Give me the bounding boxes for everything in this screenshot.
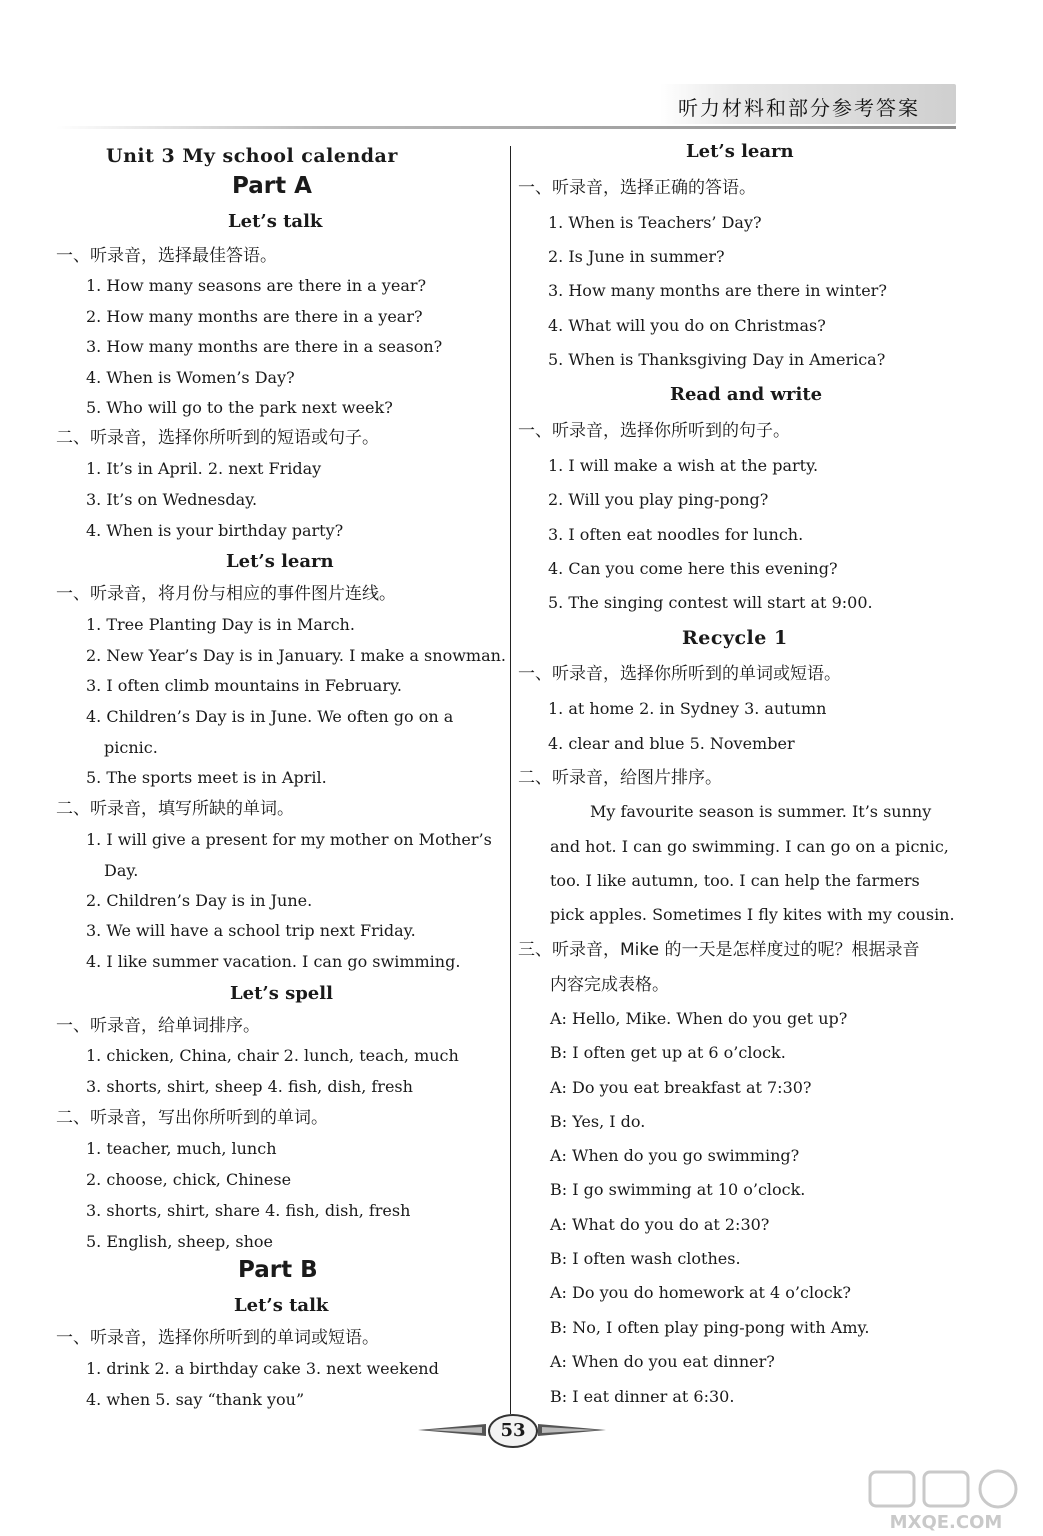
left-text-line: 1. chicken, China, chair 2. lunch, teach, much	[86, 1046, 459, 1065]
right-text-line: too. I like autumn, too. I can help the farmers	[550, 871, 920, 890]
right-text-line: B: I often get up at 6 o’clock.	[550, 1043, 786, 1062]
left-text-line: 2. choose, chick, Chinese	[86, 1170, 292, 1189]
right-text-line: B: I go swimming at 10 o’clock.	[550, 1180, 806, 1199]
right-heading: Recycle 1	[682, 627, 788, 649]
right-text-line: 3. I often eat noodles for lunch.	[548, 525, 804, 544]
right-section-instruction: 一、听录音，选择你所听到的单词或短语。	[518, 664, 841, 684]
left-text-line: 3. shorts, shirt, share 4. fish, dish, fresh	[86, 1201, 411, 1220]
right-section-instruction: 内容完成表格。	[550, 975, 669, 995]
left-text-line: 4. When is your birthday party?	[86, 521, 344, 540]
left-text-line: 2. New Year’s Day is in January. I make a snowman.	[86, 646, 506, 665]
right-text-line: 1. I will make a wish at the party.	[548, 456, 819, 475]
page-number: 53	[488, 1414, 538, 1448]
left-heading: Part A	[232, 173, 312, 199]
left-heading: Let’s talk	[228, 211, 323, 232]
right-text-line: A: When do you go swimming?	[550, 1146, 800, 1165]
right-ornament-icon	[538, 1418, 608, 1442]
left-text-line: 5. Who will go to the park next week?	[86, 398, 393, 417]
left-section-instruction: 二、听录音，选择你所听到的短语或句子。	[56, 428, 379, 448]
left-text-line: 2. Children’s Day is in June.	[86, 891, 313, 910]
left-text-line: 2. How many months are there in a year?	[86, 307, 423, 326]
right-text-line: 4. What will you do on Christmas?	[548, 316, 826, 335]
left-text-line: 5. The sports meet is in April.	[86, 768, 327, 787]
header-title: 听力材料和部分参考答案	[678, 96, 920, 120]
right-text-line: 4. Can you come here this evening?	[548, 559, 838, 578]
left-heading: Let’s spell	[230, 983, 333, 1004]
left-text-line: 3. I often climb mountains in February.	[86, 676, 402, 695]
right-section-instruction: 三、听录音，Mike 的一天是怎样度过的呢？根据录音	[518, 940, 920, 960]
column-divider	[510, 146, 511, 1414]
watermark-logo	[862, 1468, 1032, 1534]
right-text-line: A: Do you eat breakfast at 7:30?	[550, 1078, 812, 1097]
left-section-instruction: 二、听录音，写出你所听到的单词。	[56, 1108, 328, 1128]
left-text-line: 1. teacher, much, lunch	[86, 1139, 277, 1158]
left-text-line: 1. Tree Planting Day is in March.	[86, 615, 355, 634]
right-text-line: My favourite season is summer. It’s sunny	[590, 802, 932, 821]
right-heading: Let’s learn	[686, 141, 794, 162]
right-text-line: A: What do you do at 2:30?	[550, 1215, 770, 1234]
right-text-line: B: No, I often play ping-pong with Amy.	[550, 1318, 870, 1337]
right-text-line: A: Hello, Mike. When do you get up?	[550, 1009, 848, 1028]
right-section-instruction: 一、听录音，选择正确的答语。	[518, 178, 756, 198]
left-text-line: 1. drink 2. a birthday cake 3. next weekend	[86, 1359, 439, 1378]
left-text-line: 4. I like summer vacation. I can go swimming.	[86, 952, 461, 971]
left-text-line: picnic.	[104, 738, 158, 757]
left-heading: Let’s talk	[234, 1295, 329, 1316]
left-ornament-icon	[416, 1418, 486, 1442]
right-text-line: 5. When is Thanksgiving Day in America?	[548, 350, 886, 369]
left-section-instruction: 一、听录音，给单词排序。	[56, 1016, 260, 1036]
left-text-line: 5. English, sheep, shoe	[86, 1232, 273, 1251]
left-heading: Let’s learn	[226, 551, 334, 572]
right-text-line: 4. clear and blue 5. November	[548, 734, 795, 753]
left-text-line: Day.	[104, 861, 139, 880]
left-text-line: 3. shorts, shirt, sheep 4. fish, dish, fresh	[86, 1077, 413, 1096]
right-text-line: A: Do you do homework at 4 o’clock?	[550, 1283, 851, 1302]
left-text-line: 1. It’s in April. 2. next Friday	[86, 459, 322, 478]
right-heading: Read and write	[670, 384, 823, 405]
watermark-text: MXQE.COM	[889, 1512, 1003, 1533]
right-text-line: 5. The singing contest will start at 9:00.	[548, 593, 873, 612]
right-text-line: 2. Will you play ping-pong?	[548, 490, 769, 509]
left-text-line: 4. Children’s Day is in June. We often go on a	[86, 707, 454, 726]
left-text-line: 4. When is Women’s Day?	[86, 368, 295, 387]
left-section-instruction: 二、听录音，填写所缺的单词。	[56, 799, 294, 819]
left-text-line: 3. We will have a school trip next Friday.	[86, 921, 416, 940]
header-rule	[56, 126, 956, 129]
right-text-line: 1. at home 2. in Sydney 3. autumn	[548, 699, 827, 718]
left-heading: Part B	[238, 1257, 318, 1283]
right-text-line: B: I eat dinner at 6:30.	[550, 1387, 735, 1406]
right-section-instruction: 二、听录音，给图片排序。	[518, 768, 722, 788]
right-text-line: 2. Is June in summer?	[548, 247, 725, 266]
right-text-line: A: When do you eat dinner?	[550, 1352, 775, 1371]
right-text-line: and hot. I can go swimming. I can go on a picnic,	[550, 837, 949, 856]
right-text-line: B: Yes, I do.	[550, 1112, 646, 1131]
right-text-line: B: I often wash clothes.	[550, 1249, 741, 1268]
left-text-line: 1. How many seasons are there in a year?	[86, 276, 427, 295]
right-section-instruction: 一、听录音，选择你所听到的句子。	[518, 421, 790, 441]
left-section-instruction: 一、听录音，将月份与相应的事件图片连线。	[56, 584, 396, 604]
left-text-line: 3. It’s on Wednesday.	[86, 490, 258, 509]
left-section-instruction: 一、听录音，选择你所听到的单词或短语。	[56, 1328, 379, 1348]
right-text-line: pick apples. Sometimes I fly kites with my cousin.	[550, 905, 955, 924]
left-text-line: 1. I will give a present for my mother on Mother’s	[86, 830, 492, 849]
left-text-line: 4. when 5. say “thank you”	[86, 1390, 305, 1409]
left-heading: Unit 3 My school calendar	[106, 145, 398, 167]
left-text-line: 3. How many months are there in a season?	[86, 337, 443, 356]
left-section-instruction: 一、听录音，选择最佳答语。	[56, 246, 277, 266]
right-text-line: 3. How many months are there in winter?	[548, 281, 887, 300]
right-text-line: 1. When is Teachers’ Day?	[548, 213, 762, 232]
